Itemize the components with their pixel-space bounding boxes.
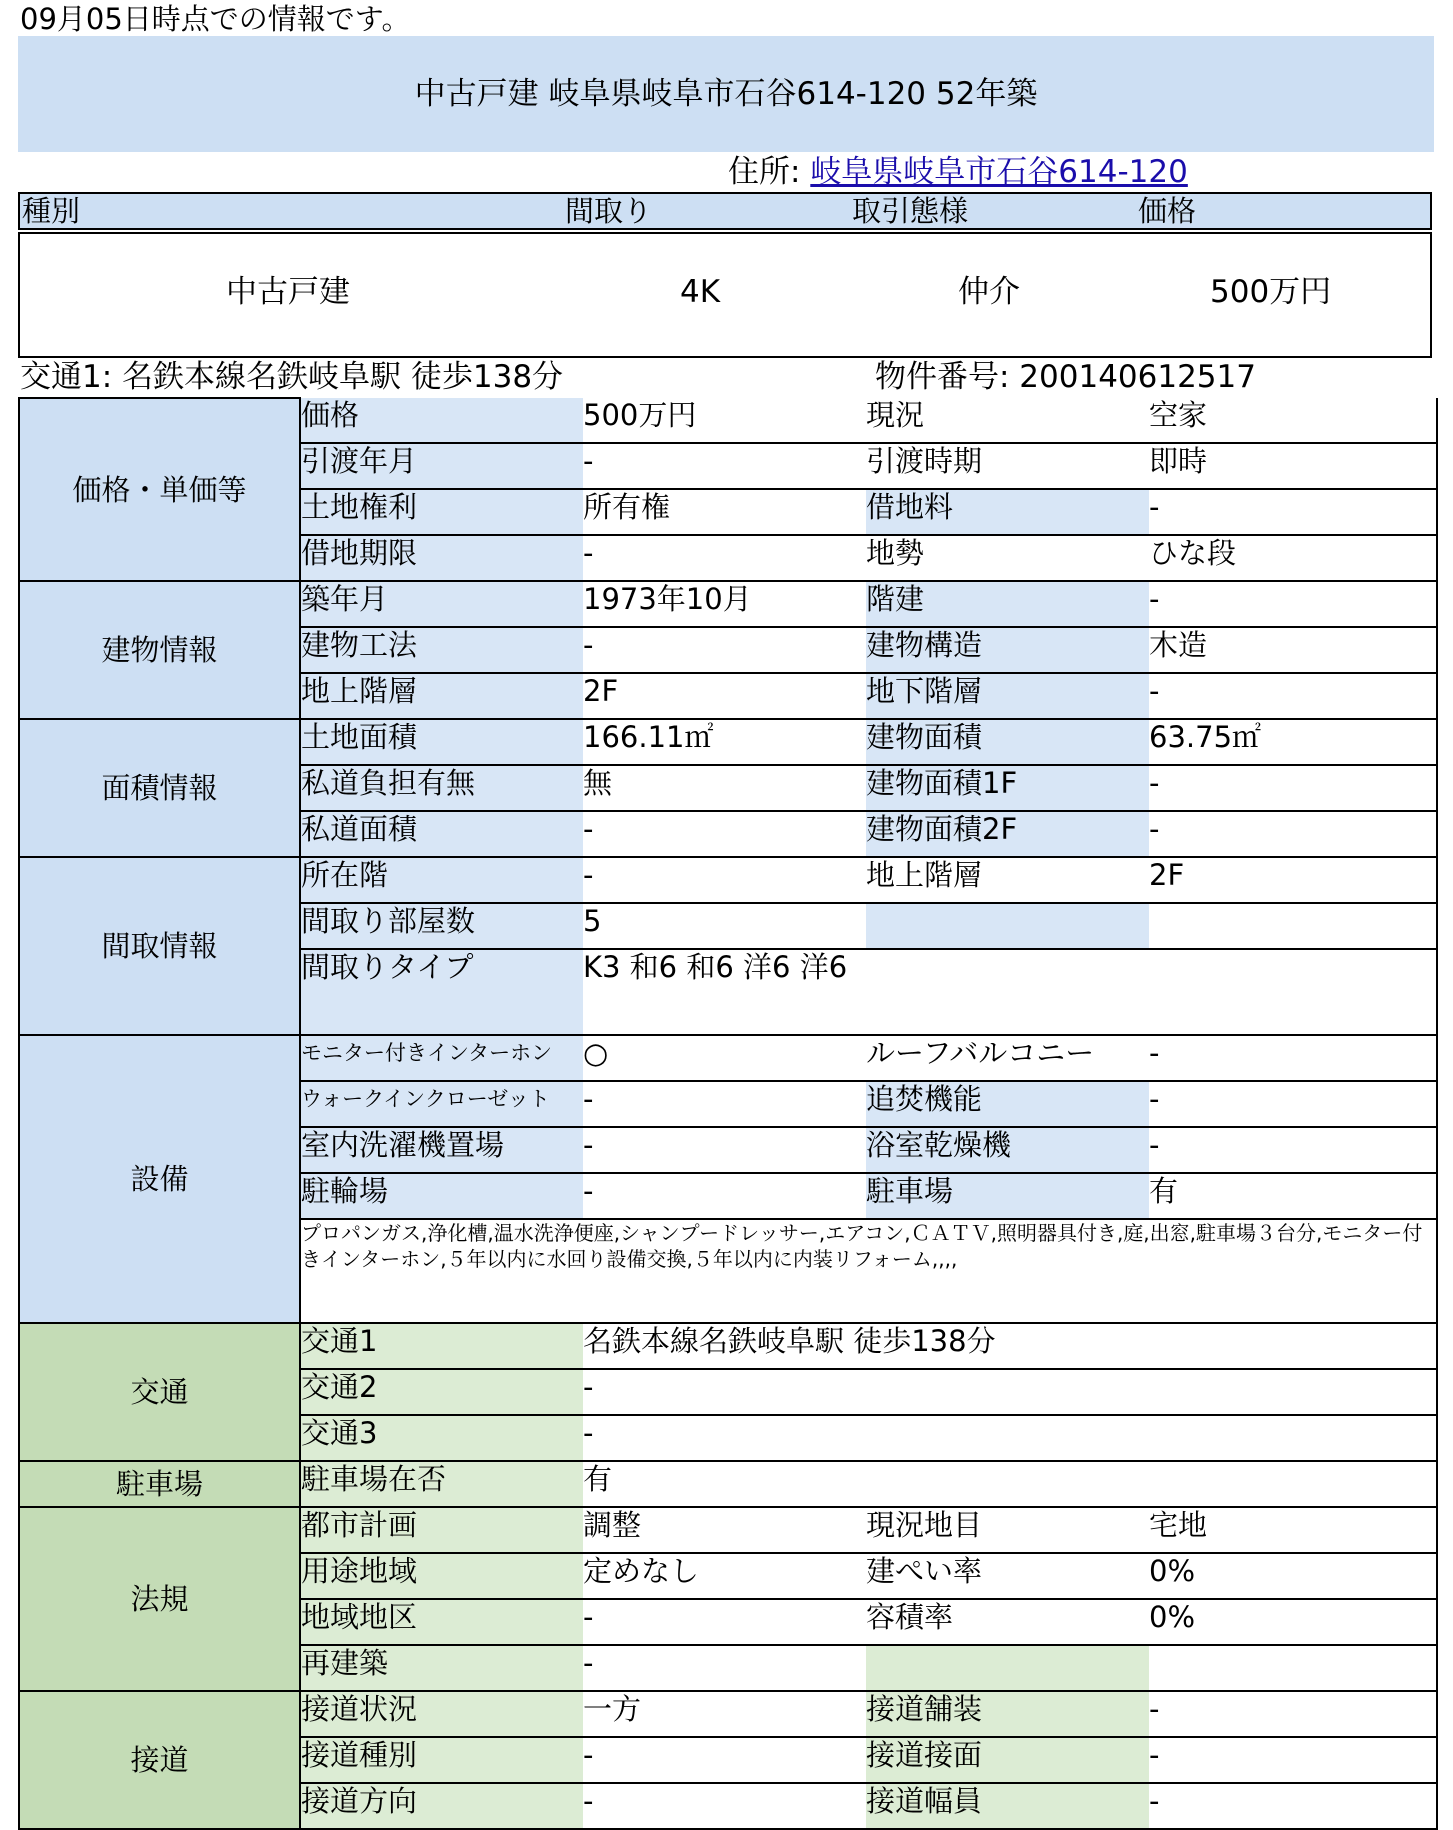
value-cell: 500万円	[583, 398, 866, 443]
value-cell: 即時	[1149, 443, 1437, 489]
label-cell: 借地期限	[300, 535, 583, 581]
label-cell: 建物工法	[300, 627, 583, 673]
value-cell	[1149, 1645, 1437, 1691]
section-transport: 交通	[19, 1323, 300, 1461]
label-cell: 間取り部屋数	[300, 903, 583, 949]
value-cell: -	[1149, 1035, 1437, 1081]
value-cell: 所有権	[583, 489, 866, 535]
section-price: 価格・単価等	[19, 398, 300, 581]
label-cell: 現況地目	[866, 1507, 1149, 1553]
summary-header-type: 種別	[22, 194, 81, 228]
value-cell: 定めなし	[583, 1553, 866, 1599]
label-cell: 現況	[866, 398, 1149, 443]
label-cell: 築年月	[300, 581, 583, 627]
value-cell: 2F	[1149, 857, 1437, 903]
label-cell: モニター付きインターホン	[300, 1035, 583, 1081]
label-cell: 容積率	[866, 1599, 1149, 1645]
value-cell: ひな段	[1149, 535, 1437, 581]
transit-summary: 交通1: 名鉄本線名鉄岐阜駅 徒歩138分	[20, 359, 564, 395]
value-cell: -	[1149, 673, 1437, 719]
label-cell: 引渡年月	[300, 443, 583, 489]
value-cell: -	[1149, 1737, 1437, 1783]
label-cell: ルーフバルコニー	[866, 1035, 1149, 1081]
label-cell: 交通1	[300, 1323, 583, 1369]
summary-header	[18, 192, 1432, 230]
summary-header-transaction: 取引態様	[852, 194, 969, 228]
table-row	[19, 1035, 1437, 1081]
label-cell: 地下階層	[866, 673, 1149, 719]
label-cell: 地上階層	[300, 673, 583, 719]
detail-table	[18, 397, 1436, 1818]
label-cell: 接道種別	[300, 1737, 583, 1783]
value-cell: -	[1149, 1081, 1437, 1127]
table-row	[19, 857, 1437, 903]
value-cell: 63.75㎡	[1149, 719, 1437, 765]
value-cell: 166.11㎡	[583, 719, 866, 765]
label-cell: 接道状況	[300, 1691, 583, 1737]
value-cell: -	[583, 1369, 1437, 1415]
summary-type: 中古戸建	[226, 274, 350, 310]
label-cell: 浴室乾燥機	[866, 1127, 1149, 1173]
label-cell: 建物面積1F	[866, 765, 1149, 811]
summary-header-price: 価格	[1138, 194, 1197, 228]
value-cell: -	[1149, 581, 1437, 627]
table-row	[19, 581, 1437, 627]
label-cell: 駐輪場	[300, 1173, 583, 1219]
table-row	[19, 1691, 1437, 1737]
value-cell: K3 和6 和6 洋6 洋6	[583, 949, 1437, 1035]
summary-transaction: 仲介	[958, 274, 1020, 310]
value-cell: -	[1149, 811, 1437, 857]
label-cell: 価格	[300, 398, 583, 443]
value-cell: -	[1149, 765, 1437, 811]
value-cell: -	[1149, 1783, 1437, 1829]
label-cell: 地域地区	[300, 1599, 583, 1645]
label-cell: 所在階	[300, 857, 583, 903]
value-cell: -	[583, 1127, 866, 1173]
value-cell: -	[583, 627, 866, 673]
value-cell: -	[583, 811, 866, 857]
label-cell: 駐車場在否	[300, 1461, 583, 1507]
address-line	[728, 152, 1188, 192]
value-cell: -	[583, 535, 866, 581]
label-cell: 引渡時期	[866, 443, 1149, 489]
value-cell: -	[583, 1599, 866, 1645]
value-cell: -	[1149, 1691, 1437, 1737]
label-cell: 地上階層	[866, 857, 1149, 903]
value-cell: 2F	[583, 673, 866, 719]
label-cell: 建物構造	[866, 627, 1149, 673]
value-cell: 有	[583, 1461, 1437, 1507]
value-cell: 名鉄本線名鉄岐阜駅 徒歩138分	[583, 1323, 1437, 1369]
property-number: 物件番号: 200140612517	[875, 359, 1256, 395]
label-cell: 室内洗濯機置場	[300, 1127, 583, 1173]
value-cell: 有	[1149, 1173, 1437, 1219]
value-cell: 無	[583, 765, 866, 811]
value-cell: 0%	[1149, 1599, 1437, 1645]
summary-values	[18, 232, 1432, 358]
label-cell: 接道方向	[300, 1783, 583, 1829]
label-cell: 交通2	[300, 1369, 583, 1415]
label-cell: 建物面積2F	[866, 811, 1149, 857]
section-law: 法規	[19, 1507, 300, 1691]
label-cell: 建物面積	[866, 719, 1149, 765]
value-cell: 空家	[1149, 398, 1437, 443]
value-cell: 宅地	[1149, 1507, 1437, 1553]
label-cell: 階建	[866, 581, 1149, 627]
section-equipment: 設備	[19, 1035, 300, 1323]
value-cell: -	[583, 1645, 866, 1691]
section-building: 建物情報	[19, 581, 300, 719]
table-row	[19, 1461, 1437, 1507]
value-cell: 調整	[583, 1507, 866, 1553]
value-cell: -	[583, 1783, 866, 1829]
value-cell	[1149, 903, 1437, 949]
label-cell: 間取りタイプ	[300, 949, 583, 1035]
value-cell: -	[583, 443, 866, 489]
value-cell: -	[1149, 1127, 1437, 1173]
value-cell: 木造	[1149, 627, 1437, 673]
label-cell: 建ぺい率	[866, 1553, 1149, 1599]
section-parking: 駐車場	[19, 1461, 300, 1507]
label-cell: 接道幅員	[866, 1783, 1149, 1829]
label-cell: 接道接面	[866, 1737, 1149, 1783]
table-row	[19, 398, 1437, 443]
label-cell: 追焚機能	[866, 1081, 1149, 1127]
label-cell: 土地面積	[300, 719, 583, 765]
summary-price: 500万円	[1210, 274, 1332, 310]
label-cell	[866, 903, 1149, 949]
label-cell: 交通3	[300, 1415, 583, 1461]
label-cell: ウォークインクローゼット	[300, 1081, 583, 1127]
summary-layout: 4K	[680, 274, 721, 310]
value-cell: 5	[583, 903, 866, 949]
label-cell: 私道面積	[300, 811, 583, 857]
label-cell: 私道負担有無	[300, 765, 583, 811]
value-cell: ○	[583, 1035, 866, 1081]
label-cell: 都市計画	[300, 1507, 583, 1553]
address-label: 住所:	[728, 154, 801, 190]
equipment-note: プロパンガス,浄化槽,温水洗浄便座,シャンプードレッサー,エアコン,ＣＡＴＶ,照明器具付き,庭,出窓,駐車場３台分,モニター付きインターホン,５年以内に水回り設備交換,５年以内に内装リフォーム,,,,	[300, 1219, 1437, 1323]
label-cell: 再建築	[300, 1645, 583, 1691]
value-cell: -	[583, 857, 866, 903]
value-cell: -	[583, 1737, 866, 1783]
value-cell: -	[583, 1173, 866, 1219]
label-cell	[866, 1645, 1149, 1691]
title-banner	[18, 36, 1434, 152]
value-cell: 一方	[583, 1691, 866, 1737]
address-link[interactable]: 岐阜県岐阜市石谷614-120	[810, 154, 1188, 190]
table-row	[19, 1507, 1437, 1553]
label-cell: 地勢	[866, 535, 1149, 581]
value-cell: 0%	[1149, 1553, 1437, 1599]
value-cell: -	[1149, 489, 1437, 535]
label-cell: 接道舗装	[866, 1691, 1149, 1737]
label-cell: 用途地域	[300, 1553, 583, 1599]
label-cell: 駐車場	[866, 1173, 1149, 1219]
section-area: 面積情報	[19, 719, 300, 857]
summary-header-layout: 間取り	[565, 194, 653, 228]
value-cell: -	[583, 1415, 1437, 1461]
section-layout: 間取情報	[19, 857, 300, 1035]
value-cell: -	[583, 1081, 866, 1127]
table-row	[19, 719, 1437, 765]
property-title: 中古戸建 岐阜県岐阜市石谷614-120 52年築	[414, 76, 1038, 112]
label-cell: 土地権利	[300, 489, 583, 535]
info-date: 09月05日時点での情報です。	[20, 2, 411, 36]
value-cell: 1973年10月	[583, 581, 866, 627]
table-row	[19, 1323, 1437, 1369]
section-road: 接道	[19, 1691, 300, 1829]
label-cell: 借地料	[866, 489, 1149, 535]
